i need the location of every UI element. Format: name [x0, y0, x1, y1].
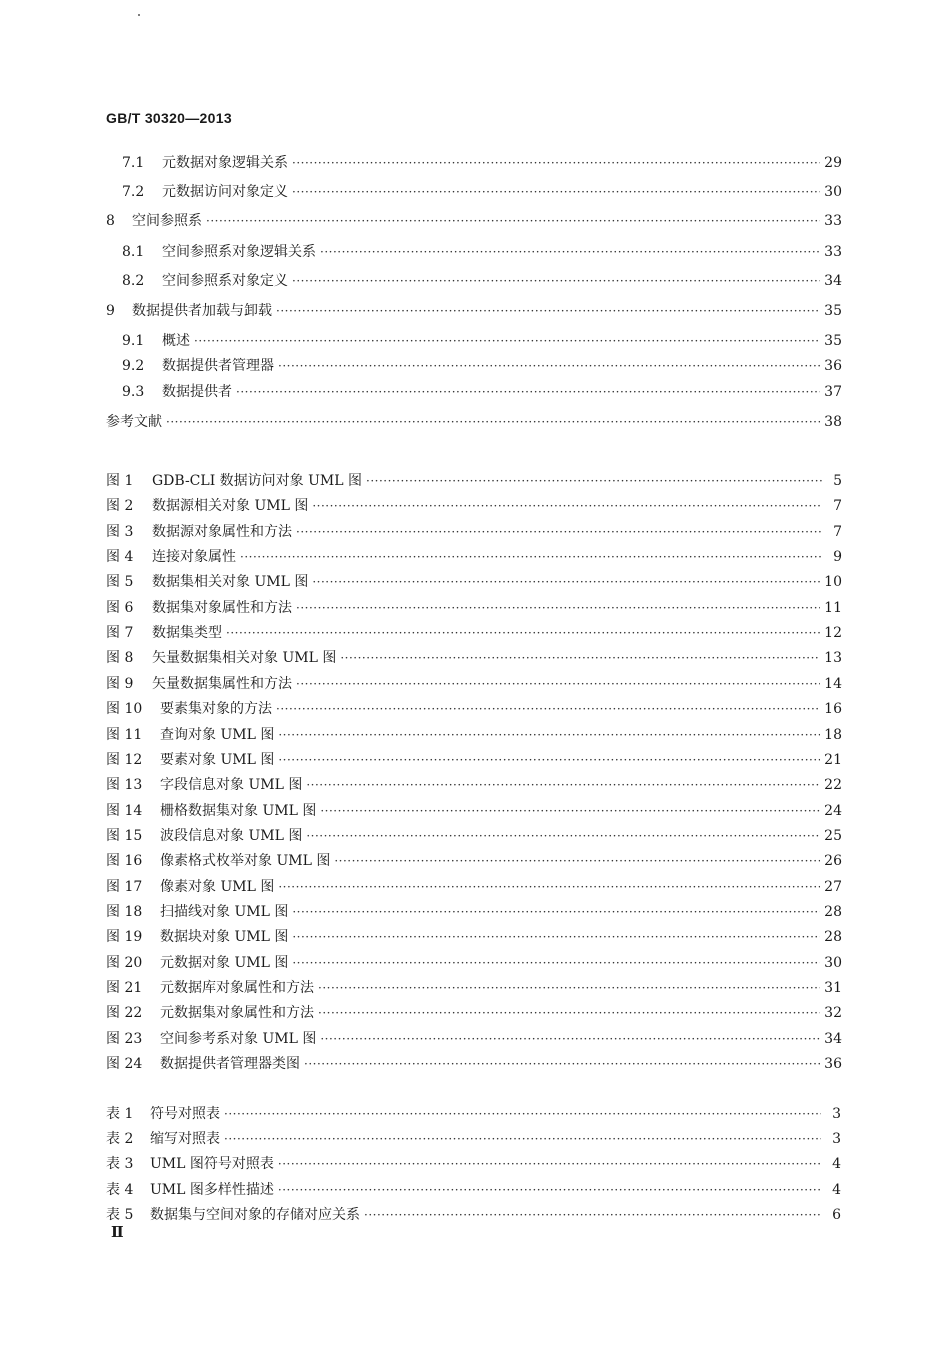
- entry-page: 9: [833, 549, 842, 565]
- entry-number: 图 15: [106, 828, 143, 844]
- entry-title: 数据集类型: [152, 625, 222, 641]
- toc-entry[interactable]: [122, 241, 842, 263]
- entry-title: 元数据对象 UML 图: [160, 955, 289, 971]
- toc-entry[interactable]: [106, 622, 842, 644]
- entry-page: 30: [824, 955, 842, 971]
- entry-title: UML 图符号对照表: [150, 1156, 274, 1172]
- entry-number: 图 14: [106, 803, 143, 819]
- entry-title: 扫描线对象 UML 图: [160, 904, 289, 920]
- dot-leader: [292, 926, 820, 948]
- entry-title: 元数据集对象属性和方法: [160, 1005, 314, 1021]
- entry-page: 5: [833, 473, 842, 489]
- dot-leader: [278, 724, 820, 746]
- toc-entry[interactable]: [106, 673, 842, 695]
- entry-page: 36: [824, 1056, 842, 1072]
- entry-number: 图 5: [106, 574, 134, 590]
- dot-leader: [296, 597, 820, 619]
- entry-title: 栅格数据集对象 UML 图: [160, 803, 317, 819]
- entry-number: 表 3: [106, 1156, 134, 1172]
- entry-title: 空间参照系: [132, 213, 202, 229]
- toc-entry[interactable]: [106, 1204, 841, 1226]
- entry-page: 24: [824, 803, 842, 819]
- toc-entry[interactable]: [106, 774, 842, 796]
- toc-entry[interactable]: [106, 521, 842, 543]
- entry-number: 图 21: [106, 980, 143, 996]
- entry-page: 3: [832, 1106, 841, 1122]
- toc-entry[interactable]: [106, 470, 842, 492]
- entry-title: 空间参考系对象 UML 图: [160, 1031, 317, 1047]
- entry-title: 概述: [162, 333, 190, 349]
- dot-leader: [318, 1002, 820, 1024]
- entry-number: 图 3: [106, 524, 134, 540]
- entry-number: 表 5: [106, 1207, 134, 1223]
- entry-title: 元数据访问对象定义: [162, 184, 288, 200]
- entry-page: 10: [824, 574, 842, 590]
- entry-page: 29: [824, 155, 842, 171]
- entry-page: 32: [824, 1005, 842, 1021]
- dot-leader: [236, 381, 820, 403]
- entry-title: 波段信息对象 UML 图: [160, 828, 303, 844]
- entry-title: 要素集对象的方法: [160, 701, 272, 717]
- toc-entry[interactable]: [122, 381, 842, 403]
- toc-entry[interactable]: [106, 876, 842, 898]
- entry-number: 图 7: [106, 625, 134, 641]
- toc-entry[interactable]: [106, 411, 842, 433]
- entry-number: 9.3: [122, 384, 145, 400]
- entry-page: 26: [824, 853, 842, 869]
- entry-title: 数据提供者管理器: [162, 358, 274, 374]
- dot-leader: [278, 355, 820, 377]
- entry-number: 图 10: [106, 701, 143, 717]
- entry-page: 36: [824, 358, 842, 374]
- entry-title: GDB-CLI 数据访问对象 UML 图: [152, 473, 363, 489]
- entry-title: 字段信息对象 UML 图: [160, 777, 303, 793]
- entry-page: 4: [832, 1182, 841, 1198]
- entry-page: 22: [824, 777, 842, 793]
- entry-number: 图 17: [106, 879, 143, 895]
- toc-entry[interactable]: [106, 926, 842, 948]
- entry-number: 9.2: [122, 358, 145, 374]
- toc-entry[interactable]: [106, 1103, 841, 1125]
- entry-page: 14: [824, 676, 842, 692]
- entry-number: 图 12: [106, 752, 143, 768]
- entry-title: 元数据对象逻辑关系: [162, 155, 288, 171]
- entry-page: 4: [832, 1156, 841, 1172]
- entry-title: 连接对象属性: [152, 549, 236, 565]
- dot-leader: [318, 977, 820, 999]
- toc-entry[interactable]: [106, 800, 842, 822]
- entry-number: 图 13: [106, 777, 143, 793]
- dot-leader: [296, 673, 820, 695]
- toc-entry[interactable]: [106, 724, 842, 746]
- entry-title: 空间参照系对象定义: [162, 273, 288, 289]
- page-number: Ⅱ: [111, 1225, 124, 1241]
- entry-title: 元数据库对象属性和方法: [160, 980, 314, 996]
- dot-leader: [366, 470, 822, 492]
- entry-page: 7: [833, 498, 842, 514]
- dot-leader: [240, 546, 822, 568]
- entry-title: 像素对象 UML 图: [160, 879, 275, 895]
- toc-entry[interactable]: [106, 1002, 842, 1024]
- entry-title: 数据提供者管理器类图: [160, 1056, 300, 1072]
- entry-number: 图 18: [106, 904, 143, 920]
- entry-title: 矢量数据集属性和方法: [152, 676, 292, 692]
- entry-title: 数据源对象属性和方法: [152, 524, 292, 540]
- entry-title: 数据集对象属性和方法: [152, 600, 292, 616]
- entry-number: 图 20: [106, 955, 143, 971]
- entry-title: 矢量数据集相关对象 UML 图: [152, 650, 337, 666]
- toc-entry[interactable]: [106, 698, 842, 720]
- toc-entry[interactable]: [106, 1153, 841, 1175]
- dot-leader: [278, 1153, 821, 1175]
- entry-number: 7.1: [122, 155, 145, 171]
- toc-entry[interactable]: [106, 825, 842, 847]
- entry-number: 图 23: [106, 1031, 143, 1047]
- dot-leader: [278, 876, 820, 898]
- entry-page: 34: [824, 273, 842, 289]
- dot-leader: [278, 1179, 821, 1201]
- dot-leader: [306, 825, 820, 847]
- entry-page: 6: [832, 1207, 841, 1223]
- entry-number: 图 1: [106, 473, 134, 489]
- toc-entry[interactable]: [106, 977, 842, 999]
- toc-entry[interactable]: [106, 597, 842, 619]
- entry-page: 37: [824, 384, 842, 400]
- entry-title: 缩写对照表: [150, 1131, 220, 1147]
- entry-page: 33: [824, 213, 842, 229]
- entry-number: 表 1: [106, 1106, 134, 1122]
- entry-page: 13: [824, 650, 842, 666]
- entry-page: 28: [824, 904, 842, 920]
- entry-page: 33: [824, 244, 842, 260]
- entry-number: 图 9: [106, 676, 134, 692]
- dot-leader: [224, 1103, 821, 1125]
- toc-entry[interactable]: [106, 210, 842, 232]
- entry-page: 25: [824, 828, 842, 844]
- dot-leader: [292, 952, 820, 974]
- entry-title: 像素格式枚举对象 UML 图: [160, 853, 331, 869]
- toc-entry[interactable]: [106, 1028, 842, 1050]
- entry-page: 12: [824, 625, 842, 641]
- dot-leader: [276, 300, 820, 322]
- entry-number: 图 4: [106, 549, 134, 565]
- toc-entry[interactable]: [106, 1179, 841, 1201]
- dot-leader: [278, 749, 820, 771]
- entry-title: 数据提供者: [162, 384, 232, 400]
- toc-entry[interactable]: [106, 1053, 842, 1075]
- toc-entry[interactable]: [106, 1128, 841, 1150]
- toc-entry[interactable]: [122, 330, 842, 352]
- entry-number: 图 8: [106, 650, 134, 666]
- toc-entry[interactable]: [122, 270, 842, 292]
- dot-leader: [276, 698, 820, 720]
- toc-entry[interactable]: [106, 850, 842, 872]
- dot-leader: [320, 241, 820, 263]
- dot-leader: [292, 901, 820, 923]
- dot-leader: [292, 152, 820, 174]
- entry-page: 7: [833, 524, 842, 540]
- entry-page: 16: [824, 701, 842, 717]
- entry-page: 21: [824, 752, 842, 768]
- dot-leader: [292, 270, 820, 292]
- entry-page: 31: [824, 980, 842, 996]
- dot-leader: [320, 800, 820, 822]
- toc-entry[interactable]: [106, 647, 842, 669]
- toc-entry[interactable]: [106, 901, 842, 923]
- entry-number: 图 24: [106, 1056, 143, 1072]
- dot-leader: [306, 774, 820, 796]
- entry-title: UML 图多样性描述: [150, 1182, 274, 1198]
- entry-number: 8: [106, 213, 115, 229]
- dot-leader: [340, 647, 820, 669]
- entry-page: 35: [824, 303, 842, 319]
- entry-number: 图 11: [106, 727, 143, 743]
- scan-speck: [138, 14, 140, 16]
- toc-entry[interactable]: [106, 749, 842, 771]
- entry-page: 30: [824, 184, 842, 200]
- dot-leader: [194, 330, 820, 352]
- entry-number: 图 6: [106, 600, 134, 616]
- dot-leader: [320, 1028, 820, 1050]
- dot-leader: [292, 181, 820, 203]
- dot-leader: [224, 1128, 821, 1150]
- entry-page: 35: [824, 333, 842, 349]
- dot-leader: [334, 850, 820, 872]
- toc-entry[interactable]: [122, 181, 842, 203]
- dot-leader: [226, 622, 820, 644]
- entry-number: 8.1: [122, 244, 145, 260]
- toc-entry[interactable]: [106, 300, 842, 322]
- toc-entry[interactable]: [122, 152, 842, 174]
- entry-number: 图 16: [106, 853, 143, 869]
- entry-number: 9.1: [122, 333, 145, 349]
- entry-number: 8.2: [122, 273, 145, 289]
- dot-leader: [304, 1053, 820, 1075]
- entry-title: 空间参照系对象逻辑关系: [162, 244, 316, 260]
- entry-title: 参考文献: [106, 414, 162, 430]
- entry-page: 38: [824, 414, 842, 430]
- entry-number: 表 4: [106, 1182, 134, 1198]
- dot-leader: [296, 521, 822, 543]
- dot-leader: [206, 210, 820, 232]
- entry-number: 7.2: [122, 184, 145, 200]
- entry-page: 3: [832, 1131, 841, 1147]
- dot-leader: [364, 1204, 821, 1226]
- entry-number: 图 22: [106, 1005, 143, 1021]
- entry-title: 数据块对象 UML 图: [160, 929, 289, 945]
- entry-title: 要素对象 UML 图: [160, 752, 275, 768]
- toc-entry[interactable]: [106, 495, 842, 517]
- entry-title: 数据提供者加载与卸载: [132, 303, 272, 319]
- entry-number: 图 19: [106, 929, 143, 945]
- entry-title: 数据集相关对象 UML 图: [152, 574, 309, 590]
- entry-title: 查询对象 UML 图: [160, 727, 275, 743]
- toc-entry[interactable]: [106, 571, 842, 593]
- entry-page: 34: [824, 1031, 842, 1047]
- entry-title: 数据集与空间对象的存储对应关系: [150, 1207, 360, 1223]
- entry-number: 表 2: [106, 1131, 134, 1147]
- standard-code: GB/T 30320—2013: [106, 110, 232, 126]
- dot-leader: [312, 571, 820, 593]
- entry-number: 图 2: [106, 498, 134, 514]
- entry-page: 18: [824, 727, 842, 743]
- entry-page: 28: [824, 929, 842, 945]
- toc-entry[interactable]: [106, 546, 842, 568]
- entry-page: 27: [824, 879, 842, 895]
- entry-title: 符号对照表: [150, 1106, 220, 1122]
- toc-entry[interactable]: [106, 952, 842, 974]
- toc-entry[interactable]: [122, 355, 842, 377]
- entry-number: 9: [106, 303, 115, 319]
- entry-page: 11: [824, 600, 842, 616]
- dot-leader: [166, 411, 820, 433]
- entry-title: 数据源相关对象 UML 图: [152, 498, 309, 514]
- dot-leader: [312, 495, 822, 517]
